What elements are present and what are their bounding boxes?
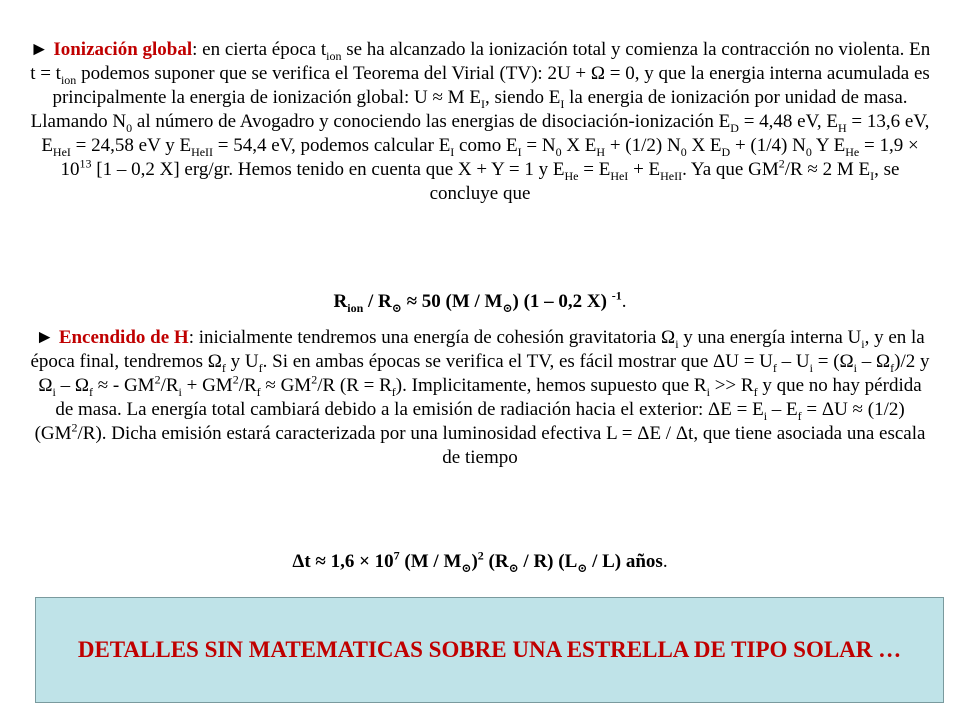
superscript: 7 (393, 548, 400, 563)
subscript: ⊙ (461, 560, 472, 575)
subscript: f (797, 408, 802, 423)
text: /R ≈ 2 M E (784, 159, 871, 180)
text: – E (767, 399, 798, 420)
equation-delta-t (28, 550, 932, 574)
subscript: 0 (555, 144, 562, 159)
subscript: ⊙ (502, 300, 513, 315)
text: /R (160, 375, 179, 396)
equation-r-ion (28, 290, 932, 314)
subscript: ⊙ (391, 300, 402, 315)
text: , y en la época final, tendremos Ω (30, 327, 925, 372)
bullet: ► (35, 327, 59, 348)
superscript: 2 (311, 372, 318, 387)
subscript: ⊙ (508, 560, 519, 575)
text: – Ω (55, 375, 89, 396)
subscript: f (88, 384, 93, 399)
subscript: f (890, 360, 895, 375)
subscript: i (675, 336, 679, 351)
subscript: i (178, 384, 182, 399)
text: Δt ≈ 1,6 × 10 (292, 551, 394, 572)
text: . Si en ambas épocas se verifica el TV, es fácil mostrar que ΔU = U (262, 351, 773, 372)
text: + (1/4) N (730, 135, 806, 156)
text: ≈ 50 (M / M (401, 291, 503, 312)
subscript: HeII (660, 168, 683, 183)
text: ≈ GM (260, 375, 312, 396)
text: al número de Avogadro y conociendo las energias de disociación-ionización E (132, 111, 731, 132)
text: – Ω (857, 351, 891, 372)
callout-banner (35, 597, 944, 703)
text: (R (483, 551, 509, 572)
subscript: f (221, 360, 226, 375)
text: R (333, 291, 348, 312)
text: se ha alcanzado la ionización total y comienza la contracción no violenta. En t = t (30, 39, 931, 84)
subscript: 0 (680, 144, 687, 159)
subscript: I (480, 96, 485, 111)
subscript: H (596, 144, 606, 159)
subscript: i (853, 360, 857, 375)
text: /R). Dicha emisión estará caracterizada por una luminosidad efectiva L = ΔE / Δt, que tiene asociada una escala de tiempo (77, 423, 926, 468)
superscript: 2 (477, 548, 484, 563)
text: . Ya que GM (682, 159, 779, 180)
text: )/2 y Ω (38, 351, 930, 396)
text: = E (578, 159, 611, 180)
subscript: f (258, 360, 263, 375)
subscript: i (763, 408, 768, 423)
subscript: i (52, 384, 56, 399)
text: la energia de ionización por unidad de masa. Llamando N (30, 87, 908, 132)
text: , siendo E (484, 87, 561, 108)
superscript: -1 (611, 288, 622, 303)
subscript: f (256, 384, 261, 399)
subscript: HeI (52, 144, 71, 159)
subscript: 0 (126, 120, 133, 135)
text: /R (238, 375, 257, 396)
subscript: ion (326, 48, 342, 63)
text: = 1,9 × 10 (60, 135, 919, 180)
text: , se concluye que (429, 159, 900, 204)
superscript: 13 (79, 156, 92, 171)
subscript: I (560, 96, 565, 111)
subscript: ⊙ (577, 560, 588, 575)
text: / R) (L (518, 551, 578, 572)
text: y una energía interna U (678, 327, 862, 348)
subscript: ion (347, 300, 364, 315)
text: /R (R = R (317, 375, 392, 396)
text: y que no hay pérdida de masa. La energía total cambiará debido a la emisión de radiación hacia el exterior: ΔE = E (55, 375, 922, 420)
text: ) (471, 551, 478, 572)
text: Y E (811, 135, 846, 156)
text: X E (686, 135, 722, 156)
paragraph-ionizacion-global (28, 38, 932, 206)
subscript: D (721, 144, 731, 159)
text: . (662, 551, 668, 572)
subscript: I (870, 168, 875, 183)
text: = ΔU ≈ (1/2) (GM (34, 399, 905, 444)
subscript: i (861, 336, 865, 351)
text: >> R (709, 375, 754, 396)
subscript: 0 (805, 144, 812, 159)
text: + E (628, 159, 661, 180)
subscript: i (809, 360, 813, 375)
subscript: I (450, 144, 455, 159)
bullet: ► (29, 39, 54, 60)
subscript: HeI (610, 168, 629, 183)
superscript: 2 (71, 420, 78, 435)
subscript: f (772, 360, 777, 375)
subscript: He (845, 144, 860, 159)
text: X E (561, 135, 597, 156)
text: : inicialmente tendremos una energía de cohesión gravitatoria Ω (188, 327, 676, 348)
text: ). Implicitamente, hemos supuesto que R (395, 375, 707, 396)
text: y U (225, 351, 259, 372)
section-title: Encendido de H (58, 327, 189, 348)
text: = 4,48 eV, E (738, 111, 838, 132)
text: = 54,4 eV, podemos calcular E (213, 135, 451, 156)
text: + (1/2) N (605, 135, 681, 156)
text: como E (454, 135, 518, 156)
superscript: 2 (232, 372, 239, 387)
subscript: i (706, 384, 710, 399)
text: = 13,6 eV, E (41, 111, 930, 156)
text: = 24,58 eV y E (70, 135, 192, 156)
section-title: Ionización global (53, 39, 193, 60)
subscript: I (517, 144, 522, 159)
subscript: D (730, 120, 739, 135)
subscript: f (391, 384, 396, 399)
subscript: HeII (191, 144, 214, 159)
subscript: ion (60, 72, 77, 87)
superscript: 2 (778, 156, 785, 171)
text: . (621, 291, 627, 312)
text: = (Ω (812, 351, 854, 372)
subscript: f (753, 384, 758, 399)
text: + GM (181, 375, 233, 396)
text: ≈ - GM (92, 375, 155, 396)
paragraph-encendido-h (28, 326, 932, 470)
text: [1 – 0,2 X] erg/gr. Hemos tenido en cuenta que X + Y = 1 y E (91, 159, 565, 180)
superscript: 2 (154, 372, 161, 387)
text: = N (521, 135, 556, 156)
text: – U (776, 351, 810, 372)
subscript: H (838, 120, 847, 135)
text: : en cierta época t (192, 39, 327, 60)
subscript: He (564, 168, 579, 183)
text: / R (363, 291, 392, 312)
text: ) (1 – 0,2 X) (512, 291, 612, 312)
text: / L) años (587, 551, 663, 572)
banner-text: DETALLES SIN MATEMATICAS SOBRE UNA ESTRELLA DE TIPO SOLAR … (77, 637, 902, 662)
text: podemos suponer que se verifica el Teorema del Virial (TV): 2U + Ω = 0, y que la energia interna acumulada es principalmente la energia de ionización global: U ≈ M E (52, 63, 930, 108)
text: (M / M (399, 551, 462, 572)
